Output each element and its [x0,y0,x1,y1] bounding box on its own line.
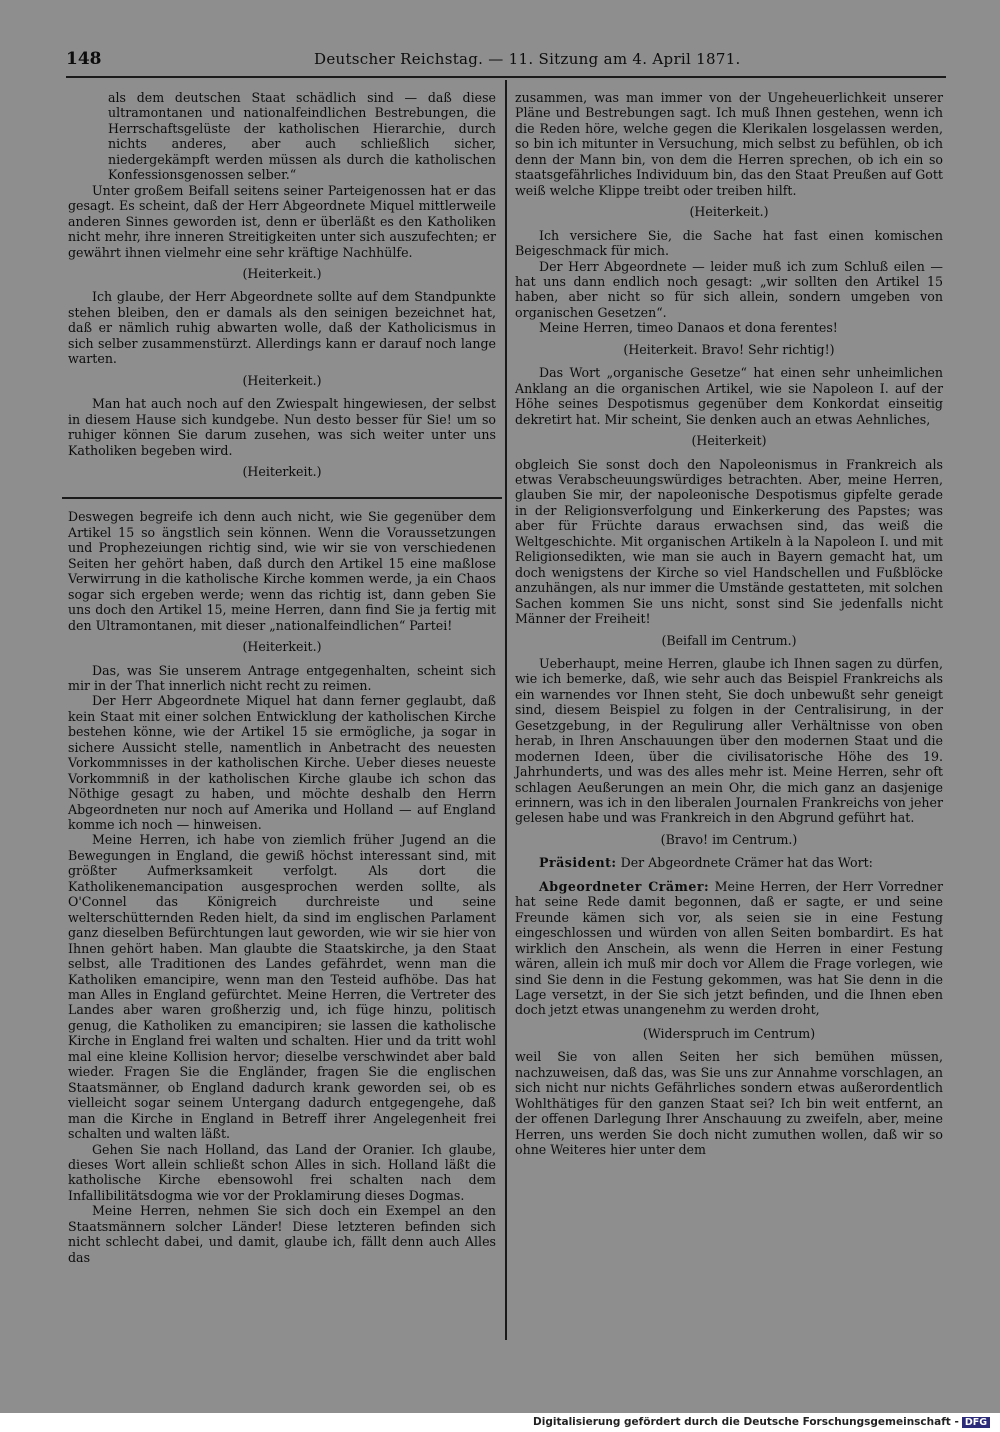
interjection: (Bravo! im Centrum.) [660,831,798,847]
paragraph: Meine Herren, nehmen Sie sich doch ein Exempel an den Staatsmännern solcher Länder! Diese letzteren befinden sich nicht schlecht dabei, und damit, glaube ich, fällt denn auch Alles das [68,1203,496,1265]
page-header [66,49,946,71]
paragraph: Meine Herren, timeo Danaos et dona ferentes! [539,320,838,336]
speaker-name: Abgeordneter Crämer: [539,878,710,894]
interjection: (Heiterkeit.) [689,204,769,220]
quotation: als dem deutschen Staat schädlich sind — daß diese ultramontanen und nationalfeindlichen Bestrebungen, die Herrschaftsgelüste der katholischen Hierarchie, durch nichts anderes, aber auch schließlich sicher, niedergekämpft werden müssen als durch die katholischen Konfessionsgenossen selber.“ [108,90,496,183]
paragraph: Ich versichere Sie, die Sache hat fast einen komischen Beigeschmack für mich. [515,227,943,259]
paragraph: weil Sie von allen Seiten her sich bemühen müssen, nachzuweisen, daß das, was Sie uns zur Annahme vorschlagen, an sich nicht nur nichts Gefährliches sondern etwas außerordentlich Wohlthätiges für den ganzen Staat sei? Ich bin weit entfernt, an der offenen Darlegung Ihrer Anschauung zu zweifeln, aber, meine Herren, uns werden Sie doch nicht zumuthen wollen, daß wir so ohne Weiteres hier unter dem [515,1049,943,1158]
paragraph: Das, was Sie unserem Antrage entgegenhalten, scheint sich mir in der That innerlich nicht recht zu reimen. [68,662,496,693]
speaker-name: Präsident: [539,855,617,871]
running-head: Deutscher Reichstag. — 11. Sitzung am 4. April 1871. [314,50,741,68]
interjection: (Beifall im Centrum.) [661,632,797,648]
column-divider [505,80,507,1340]
footer-text: Digitalisierung gefördert durch die Deutsche Forschungsgemeinschaft - [533,1416,959,1428]
speech-text: Der Abgeordnete Crämer hat das Wort: [620,855,873,871]
interjection: (Heiterkeit.) [242,265,322,281]
interjection: (Heiterkeit.) [242,639,322,655]
right-column [515,90,943,1158]
page-number: 148 [66,49,102,69]
paragraph: Deswegen begreife ich denn auch nicht, wie Sie gegenüber dem Artikel 15 so ängstlich sein können. Wenn die Voraussetzungen und Prophezeiungen richtig sind, wie wir sie von verschiedenen Seiten her gehört haben, daß durch den Artikel 15 eine maßlose Verwirrung in die katholische Kirche kommen werde, ja ein Chaos sogar sich ergeben werde; wenn das richtig ist, dann geben Sie uns doch den Artikel 15, meine Herren, dann find Sie ja fertig mit den Ultramontanen, mit dieser „nationalfeindlichen“ Partei! [68,509,496,633]
paragraph: Meine Herren, ich habe von ziemlich früher Jugend an die Bewegungen in England, die gewiß höchst interessant sind, mit größter Aufmerksamkeit verfolgt. Als dort die Katholikenemancipation ausgesprochen werden sollte, als O'Connel das Königreich durchreiste und seine welterschütternden Reden hielt, da sind im englischen Parlament ganz dieselben Befürchtungen laut geworden, wie wir sie hier von Ihnen gehört haben. Man glaubte die Staatskirche, ja den Staat selbst, alle Traditionen des Landes gefährdet, wenn man die Katholiken emancipire, wenn man den Testeid aufhöbe. Das hat man Alles in England gefürchtet. Meine Herren, die Vertreter des Landes aber waren großherzig und, ich füge hinzu, politisch genug, die Katholiken zu emancipiren; sie lassen die katholische Kirche in England frei walten und schalten. Hier und da tritt wohl mal eine kleine Kollision hervor; dieselbe verschwindet aber bald wieder. Fragen Sie die Engländer, fragen Sie die englischen Staatsmänner, ob England dadurch krank geworden sei, ob es vielleicht sogar seinem Untergang dadurch entgegengehe, daß man die Kirche in England in Betreff ihrer Angelegenheit frei schalten und walten läßt. [68,832,496,1142]
speaker-paragraph [515,879,943,1018]
speaker-paragraph [515,855,943,870]
paragraph: Der Herr Abgeordnete — leider muß ich zum Schluß eilen — hat uns dann endlich noch gesagt: „wir sollten den Artikel 15 haben, aber nicht so für sich allein, sondern umgeben von organischen Gesetzen“. [515,258,943,320]
speech-text: Meine Herren, der Herr Vorredner hat seine Rede damit begonnen, daß er sagte, er und seine Freunde kämen sich vor, als seien sie in eine Festung eingeschlossen und würden von allen Seiten bombardirt. Es hat wirklich den Anschein, als wenn die Herren in einer Festung wären, allein ich muß mir doch vor Allem die Frage vorlegen, wie sind Sie denn in die Festung gekommen, was hat Sie denn in die Lage versetzt, in der Sie sich jetzt befinden, und die Ihnen eben doch jetzt etwas unangenehm zu werden droht, [515,878,943,1018]
dfg-logo: DFG [962,1417,990,1428]
section-rule [62,487,502,499]
interjection: (Heiterkeit. Bravo! Sehr richtig!) [623,341,835,357]
footer-credit [533,1416,990,1428]
paragraph: Man hat auch noch auf den Zwiespalt hingewiesen, der selbst in diesem Hause sich kundgebe. Nun desto besser für Sie! um so ruhiger können Sie darum zusehen, was sich weiter unter uns Katholiken begeben wird. [68,396,496,458]
paragraph: Das Wort „organische Gesetze“ hat einen sehr unheimlichen Anklang an die organischen Artikel, wie sie Napoleon I. auf der Höhe seines Despotismus gegenüber dem Konkordat einseitig dekretirt hat. Mir scheint, Sie denken auch an etwas Aehnliches, [515,365,943,427]
interjection: (Widerspruch im Centrum) [642,1025,816,1041]
paragraph: zusammen, was man immer von der Ungeheuerlichkeit unserer Pläne und Bestrebungen sagt. Ich muß Ihnen gestehen, wenn ich die Reden höre, welche gegen die Klerikalen losgelassen werden, so bin ich mitunter in Versuchung, mich selbst zu befühlen, ob ich denn der Mann bin, von dem die Herren sprechen, ob ich ein so staatsgefährliches Individuum bin, das den Staat Preußen auf Gott weiß welche Klippe treibt oder treiben hilft. [515,90,943,198]
paragraph: obgleich Sie sonst doch den Napoleonismus in Frankreich als etwas Verabscheuungswürdiges betrachten. Aber, meine Herren, glauben Sie mir, der napoleonische Despotismus gipfelte gerade in der Religionsverfolgung und Einkerkerung des Papstes; was aber für Früchte daraus erwachsen sind, das weiß die Weltgeschichte. Mit organischen Artikeln à la Napoleon I. und mit Religionsedikten, wie man sie auch in Bayern gemacht hat, um doch wenigstens der Kirche so viel Handschellen und Fußblöcke anzuhängen, als nur immer die Umstände gestatteten, mit solchen Sachen kommen Sie uns nicht, sonst sind Sie jedenfalls nicht Männer der Freiheit! [515,456,943,627]
paragraph: Ueberhaupt, meine Herren, glaube ich Ihnen sagen zu dürfen, wie ich bemerke, daß, wie sehr auch das Beispiel Frankreichs als ein warnendes vor Ihnen steht, Sie doch unbewußt sehr geneigt sind, diesem Beispiel zu folgen in der Centralisirung, in der Gesetzgebung, in der Regulirung aller Verhältnisse von oben herab, in Ihren Anschauungen über den modernen Staat und die modernen Ideen, über die civilisatorische Höhe des 19. Jahrhunderts, und was des alles mehr ist. Meine Herren, sehr oft schlagen Aeußerungen an mein Ohr, die mich ganz an dasjenige erinnern, was ich in den liberalen Journalen Frankreichs von jeher gelesen habe und was Frankreich in den Abgrund geführt hat. [515,655,943,826]
paragraph: Unter großem Beifall seitens seiner Parteigenossen hat er das gesagt. Es scheint, daß der Herr Abgeordnete Miquel mittlerweile anderen Sinnes geworden ist, denn er überläßt es den Katholiken nicht mehr, ihre inneren Streitigkeiten unter sich auszufechten; er gewährt ihnen vielmehr eine sehr kräftige Nachhülfe. [68,182,496,260]
paragraph: Ich glaube, der Herr Abgeordnete sollte auf dem Standpunkte stehen bleiben, den er damals als den seinigen bezeichnet hat, daß er nämlich ruhig abwarten wolle, daß der Katholicismus in sich selber zusammenstürzt. Allerdings kann er darauf noch lange warten. [68,289,496,367]
paragraph: Gehen Sie nach Holland, das Land der Oranier. Ich glaube, dieses Wort allein schließt schon Alles in sich. Holland läßt die katholische Kirche ebensowohl frei schalten nach dem Infallibilitätsdogma wie vor der Proklamirung dieses Dogmas. [68,1141,496,1203]
interjection: (Heiterkeit.) [242,463,322,479]
left-column [68,90,496,1265]
header-rule [66,76,946,78]
interjection: (Heiterkeit) [691,433,767,449]
paragraph: Der Herr Abgeordnete Miquel hat dann ferner geglaubt, daß kein Staat mit einer solchen Entwicklung der katholischen Kirche bestehen könne, wie der Artikel 15 sie ermögliche, ja sogar in sichere Aussicht stelle, namentlich in Anbetracht des neuesten Vorkommnisses in der katholischen Kirche. Ueber dieses neueste Vorkommniß in der katholischen Kirche glaube ich schon das Nöthige gesagt zu haben, und möchte deshalb den Herrn Abgeordneten nur noch auf Amerika und Holland — auf England komme ich noch — hinweisen. [68,693,496,833]
interjection: (Heiterkeit.) [242,372,322,388]
